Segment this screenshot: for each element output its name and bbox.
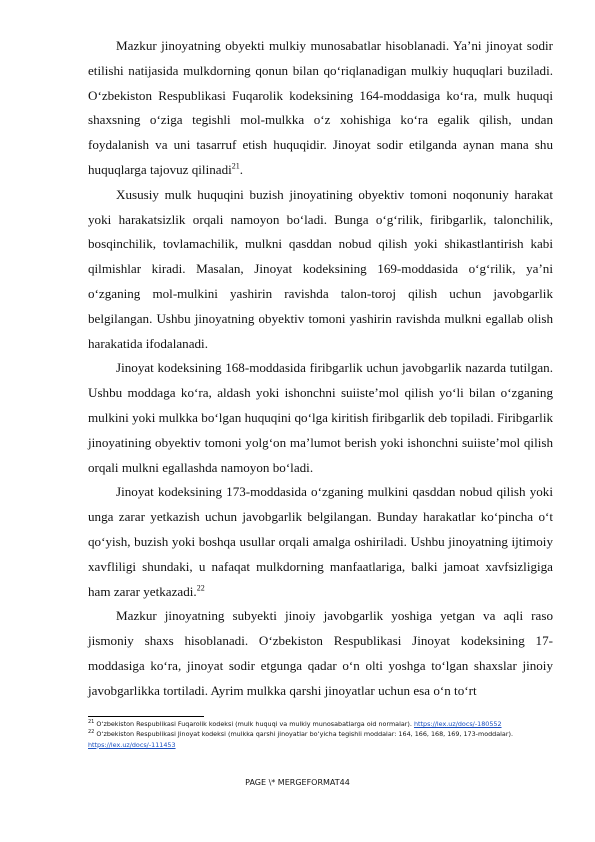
- page-number-field: PAGE \* MERGEFORMAT44: [245, 778, 350, 787]
- paragraph-4: [88, 480, 553, 604]
- paragraph-2-text: Xususiy mulk huquqini buzish jinoyatining obyektiv tomoni noqonuniy harakat yoki harakatsizlik orqali namoyon bo‘ladi. Bunga o‘g‘rilik, firibgarlik, talonchilik, bosqinchilik, tovlamachilik, mulkni qasddan nobud qilish yoki shikastlantirish kabi qilmishlar kiradi. Masalan, Jinoyat kodeksining 169-moddasida o‘g‘rilik, ya’ni o‘zganing mol-mulkini yashirin ravishda talon-toroj qilish uchun javobgarlik belgilangan. Ushbu jinoyatning obyektiv tomoni yashirin ravishda mulkni egallab olish harakatida ifodalanadi.: [88, 186, 553, 351]
- footnote-text: O‘zbekiston Respublikasi Jinoyat kodeksi (mulkka qarshi jinoyatlar bo‘yicha tegishli moddalar: 164, 166, 168, 169, 173-moddalar).: [94, 730, 513, 739]
- paragraph-1-text: Mazkur jinoyatning obyekti mulkiy munosabatlar hisoblanadi. Ya’ni jinoyat sodir etilishi natijasida mulkdorning qonun bilan qo‘riqlanadigan mulkiy huquqlari buziladi. O‘zbekiston Respublikasi Fuqarolik kodeksining 164-moddasiga ko‘ra, mulk huquqi shaxsning o‘ziga tegishli mol-mulkka o‘z xohishiga ko‘ra egalik qilish, undan foydalanish va uni tasarruf etish huquqidir. Jinoyat sodir etilganda aynan mana shu huquqlarga tajovuz qilinadi: [88, 38, 553, 177]
- paragraph-1-end: .: [239, 161, 244, 177]
- footnote-link[interactable]: https://lex.uz/docs/-180552: [413, 720, 502, 728]
- paragraph-4-text: Jinoyat kodeksining 173-moddasida o‘zganing mulkini qasddan nobud qilish yoki unga zarar yetkazish uchun javobgarlik belgilangan. Bunday harakatlar ko‘pincha o‘t qo‘yish, buzish yoki boshqa usullar orqali amalga oshiriladi. Ushbu jinoyatning ijtimoiy xavfliligi shundaki, u nafaqat mulkdorning manfaatlariga, balki jamoat xavfsizligiga ham zarar yetkazadi.: [88, 484, 553, 599]
- footnote-ref-21[interactable]: 21: [231, 161, 240, 171]
- footnote-22: [88, 729, 553, 750]
- paragraph-3: [88, 356, 553, 480]
- paragraph-5-text: Mazkur jinoyatning subyekti jinoiy javobgarlik yoshiga yetgan va aqli raso jismoniy shaxs hisoblanadi. O‘zbekiston Respublikasi Jinoyat kodeksining 17-moddasiga ko‘ra, jinoyat sodir etgunga qadar o‘n olti yoshga to‘lgan shaxslar jinoiy javobgarlikka tortiladi. Ayrim mulkka qarshi jinoyatlar uchun esa o‘n to‘rt: [88, 608, 553, 698]
- paragraph-5: [88, 604, 553, 703]
- footnote-separator: [88, 716, 204, 717]
- footnote-link[interactable]: https://lex.uz/docs/-111453: [88, 740, 176, 749]
- footnote-21: [88, 719, 553, 729]
- footnote-number: 22: [88, 729, 95, 736]
- footnotes: [88, 719, 553, 750]
- body-text: [88, 34, 553, 704]
- paragraph-3-text: Jinoyat kodeksining 168-moddasida firibgarlik uchun javobgarlik nazarda tutilgan. Ushbu moddaga ko‘ra, aldash yoki ishonchni suiiste’mol qilish yo‘li bilan o‘zganing mulkini yoki mulkka bo‘lgan huquqini qo‘lga kiritish firibgarlik deb topiladi. Firibgarlik jinoyatining obyektiv tomoni yolg‘on ma’lumot berish yoki ishonchni suiiste’mol qilish orqali mulkni egallashda namoyon bo‘ladi.: [88, 360, 553, 475]
- footnote-number: 21: [88, 718, 95, 725]
- footnote-text: O‘zbekiston Respublikasi Fuqarolik kodeksi (mulk huquqi va mulkiy munosabatlarga oid normalar).: [94, 720, 414, 728]
- paragraph-1: [88, 34, 553, 183]
- paragraph-2: [88, 183, 553, 357]
- footnote-ref-22[interactable]: 22: [196, 583, 205, 593]
